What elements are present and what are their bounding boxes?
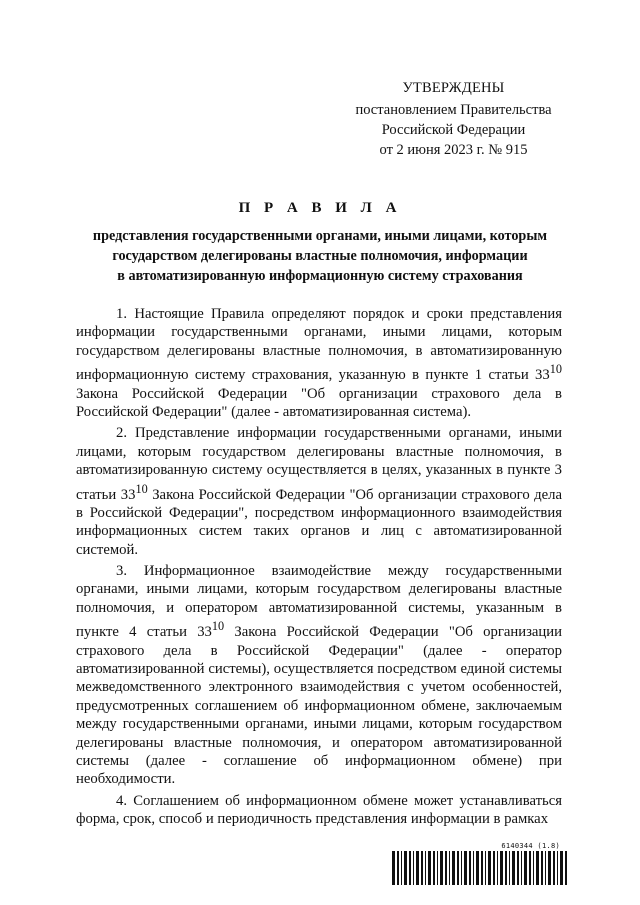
barcode-bar — [452, 851, 455, 885]
paragraph-1-text-b: Закона Российской Федерации "Об организации страхового дела в Российской Федерации" (далее - автоматизированная система). — [76, 385, 562, 420]
paragraph-2-text-b: Закона Российской Федерации "Об организации страхового дела в Российской Федерации", посредством информационного взаимодействия информационных систем таких органов и лиц с автоматизированной системой. — [76, 486, 563, 558]
barcode-bar — [425, 851, 426, 885]
approval-title: УТВЕРЖДЕНЫ — [402, 80, 505, 96]
barcode-bar — [560, 851, 563, 885]
subtitle-line-3: в автоматизированную информационную систему страхования — [117, 268, 523, 284]
barcode-bar — [445, 851, 447, 885]
barcode-bar — [509, 851, 510, 885]
barcode-bar — [461, 851, 462, 885]
barcode-bar — [524, 851, 527, 885]
barcode-bar — [476, 851, 479, 885]
barcode-bar — [404, 851, 407, 885]
barcode-bar — [545, 851, 546, 885]
barcode-bar — [401, 851, 402, 885]
document-body — [76, 305, 562, 832]
barcode-bar — [392, 851, 395, 885]
barcode-icon — [392, 851, 568, 885]
paragraph-1-text-a: 1. Настоящие Правила определяют порядок и сроки представления информации государственными органами, иными лицами, которым государством делегированы властные полномочия, в автоматизированную информационную систему страхования, указанную в пункте 1 статьи 33 — [76, 306, 562, 384]
barcode-bar — [500, 851, 503, 885]
paragraph-2-text-a: 2. Представление информации государственными органами, иными лицами, которым государством делегированы властные полномочия, в автоматизированную систему осуществляется в целях, указанных в пункте 3 статьи 33 — [76, 425, 562, 503]
paragraph-3-superscript: 10 — [211, 619, 225, 634]
barcode-bar — [512, 851, 515, 885]
barcode-bar — [469, 851, 471, 885]
barcode-bar — [565, 851, 567, 885]
approval-line-1: постановлением Правительства — [355, 102, 552, 118]
barcode-bar — [497, 851, 498, 885]
barcode-block — [392, 842, 568, 886]
paragraph-2-superscript: 10 — [135, 481, 148, 496]
barcode-bar — [413, 851, 414, 885]
barcode-bar — [421, 851, 423, 885]
approval-line-3: от 2 июня 2023 г. № 915 — [379, 142, 528, 158]
barcode-bar — [428, 851, 431, 885]
paragraph-2 — [76, 424, 562, 559]
paragraph-4-text-a: 4. Соглашением об информационном обмене может устанавливаться форма, срок, способ и периодичность представления информации в рамках — [76, 792, 562, 828]
barcode-bar — [553, 851, 555, 885]
paragraph-3 — [76, 562, 562, 789]
paragraph-1-superscript: 10 — [549, 362, 562, 377]
barcode-bar — [541, 851, 543, 885]
barcode-bar — [488, 851, 491, 885]
barcode-bar — [517, 851, 519, 885]
document-subtitle — [70, 226, 570, 286]
barcode-bar — [529, 851, 531, 885]
barcode-bar — [548, 851, 551, 885]
barcode-bar — [449, 851, 450, 885]
barcode-bar — [440, 851, 443, 885]
barcode-bar — [416, 851, 419, 885]
barcode-bar — [464, 851, 467, 885]
barcode-bar — [409, 851, 411, 885]
subtitle-line-1: представления государственными органами, иными лицами, которым — [92, 228, 548, 244]
barcode-bar — [397, 851, 399, 885]
paragraph-1 — [76, 305, 562, 421]
paragraph-3-text-b: Закона Российской Федерации "Об организации страхового дела в Российской Федерации" (далее - оператор автоматизированной системы), осуществляется посредством единой системы межведомственного электронного взаимодействия с учетом особенностей, предусмотренных соглашением об информационном обмене, заключаемым между государственными органами, иными лицами, которым государством делегированы властные полномочия, и оператором автоматизированной системы (далее - соглашение об информационном обмене) при необходимости. — [76, 624, 562, 788]
barcode-bar — [505, 851, 507, 885]
barcode-bar — [557, 851, 558, 885]
barcode-bar — [473, 851, 474, 885]
approval-stamp — [346, 78, 561, 160]
barcode-bar — [485, 851, 486, 885]
barcode-bar — [481, 851, 483, 885]
barcode-bar — [533, 851, 534, 885]
barcode-bar — [457, 851, 459, 885]
paragraph-3-text-a: 3. Информационное взаимодействие между государственными органами, иными лицами, которым государством делегированы властные полномочия, и оператором автоматизированной системы, указанным в пункте 4 статьи 33 — [76, 563, 562, 641]
subtitle-line-2: государством делегированы властные полномочия, информации — [112, 248, 528, 264]
document-title: П Р А В И Л А — [238, 200, 402, 216]
barcode-bar — [433, 851, 435, 885]
barcode-bar — [521, 851, 522, 885]
barcode-bar — [437, 851, 438, 885]
barcode-bar — [536, 851, 539, 885]
paragraph-4 — [76, 792, 562, 829]
barcode-bar — [493, 851, 495, 885]
barcode-code: 6140344 (1.8) — [501, 842, 560, 850]
approval-line-2: Российской Федерации — [381, 122, 526, 138]
